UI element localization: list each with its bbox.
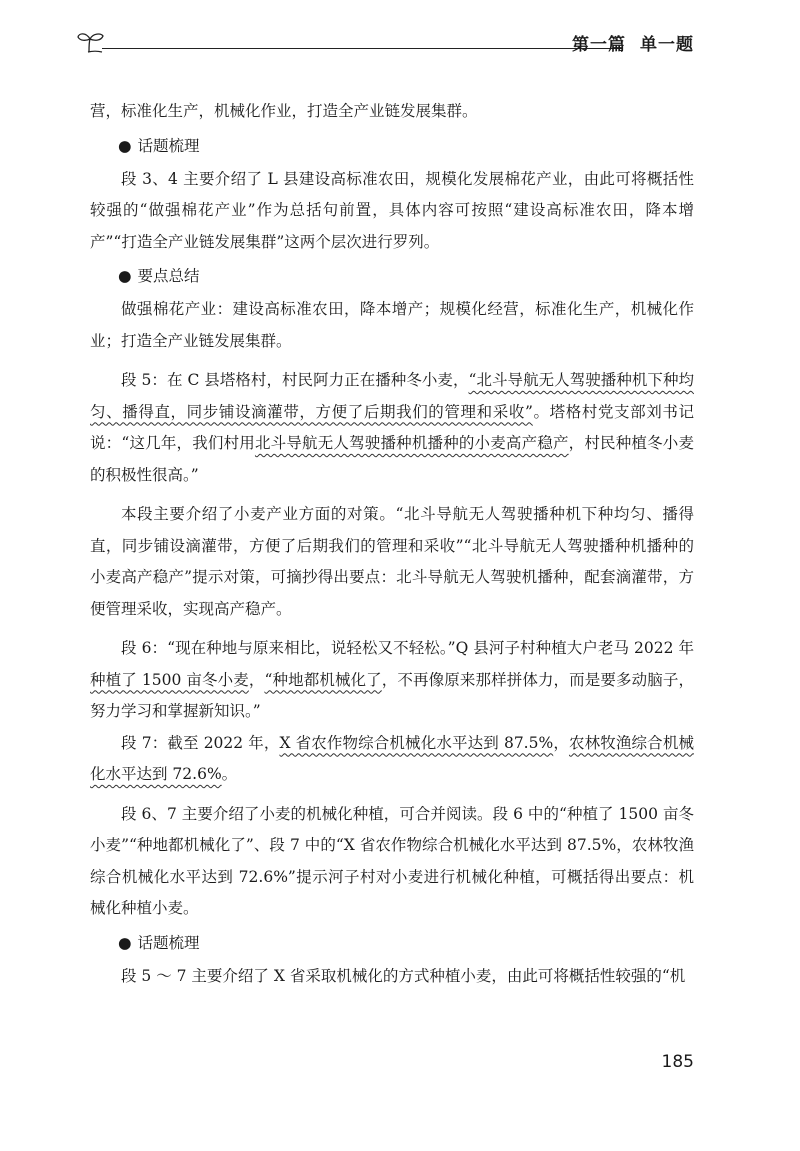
subheading-topic-1	[118, 131, 694, 162]
paragraph-topic-1: 段 3、4 主要介绍了 L 县建设高标准农田，规模化发展棉花产业，由此可将概括性较强的“做强棉花产业”作为总括句前置，具体内容可按照“建设高标准农田，降本增产”“打造全产业链发展集群”这两个层次进行罗列。	[90, 169, 694, 251]
text-run: ，不再像原来那样拼体力，而是要多动脑子，努力学习和掌握新知识。”	[90, 670, 694, 720]
header-rule	[102, 48, 622, 49]
wavy-underlined-text: “种地都机械化了	[264, 670, 382, 689]
text-run: ，	[248, 670, 265, 689]
wavy-underlined-text: “北斗导航无人驾驶播种机下种均匀、播得直，同步铺设滴灌带，方便了后期我们的管理和采收”	[90, 371, 694, 421]
text-run: 段 6：“现在种地与原来相比，说轻松又不轻松。”Q 县河子村种植大户老马 2022 年	[121, 639, 694, 657]
wavy-underlined-text: 种植了 1500 亩冬小麦	[90, 670, 249, 689]
header-chapter: 第一篇	[572, 35, 626, 55]
paragraph-analysis-6-7: 段 6、7 主要介绍了小麦的机械化种植，可合并阅读。段 6 中的“种植了 1500 亩冬小麦”“种地都机械化了”、段 7 中的“X 省农作物综合机械化水平达到 87.5%，农林牧渔综合机械化水平达到 72.6%”提示河子村对小麦进行机械化种植，可概括得出要点：机械化种植小麦。	[90, 804, 694, 917]
bullet-dot-icon: ●	[118, 933, 132, 952]
subheading-label: 话题梳理	[137, 136, 200, 155]
header-section: 单一题	[640, 35, 694, 55]
main-content	[90, 96, 694, 992]
paragraph-summary: 做强棉花产业：建设高标准农田，降本增产；规模化经营，标准化生产，机械化作业；打造全产业链发展集群。	[90, 300, 694, 350]
running-header	[76, 26, 694, 58]
bullet-dot-icon: ●	[118, 136, 132, 155]
paragraph-quote-5	[90, 365, 694, 491]
subheading-label: 要点总结	[137, 267, 200, 285]
text-run: 。	[221, 765, 238, 783]
subheading-topic-2	[118, 928, 694, 959]
paragraph-continued: 营，标准化生产，机械化作业，打造全产业链发展集群。	[90, 102, 478, 120]
wavy-underlined-text: 农林牧渔综合机械化水平达到 72.6%	[90, 733, 694, 783]
subheading-label: 话题梳理	[137, 933, 200, 952]
text-run: 段 7：截至 2022 年，	[121, 733, 280, 752]
wavy-underlined-text: 北斗导航无人驾驶播种机播种的小麦高产稳产	[254, 434, 569, 452]
wavy-underlined-text: X 省农作物综合机械化水平达到 87.5%	[279, 733, 554, 752]
subheading-summary	[118, 261, 694, 292]
text-run: 。塔格村党支部刘书记说：“这几年，我们村用	[90, 402, 694, 452]
header-title	[572, 30, 694, 55]
sprout-icon	[76, 30, 108, 54]
paragraph-quote-7	[90, 728, 694, 791]
bullet-dot-icon: ●	[118, 267, 132, 285]
text-run: ，村民种植冬小麦的积极性很高。”	[90, 434, 694, 484]
text-run: 段 5：在 C 县塔格村，村民阿力正在播种冬小麦，	[121, 371, 469, 389]
text-run: ，	[553, 733, 569, 752]
paragraph-quote-6	[90, 633, 694, 728]
page-number: 185	[661, 1052, 694, 1072]
paragraph-analysis-5: 本段主要介绍了小麦产业方面的对策。“北斗导航无人驾驶播种机下种均匀、播得直，同步铺设滴灌带，方便了后期我们的管理和采收”“北斗导航无人驾驶播种机播种的小麦高产稳产”提示对策，可摘抄得出要点：北斗导航无人驾驶机播种，配套滴灌带，方便管理采收，实现高产稳产。	[90, 505, 694, 618]
paragraph-topic-2: 段 5 ～ 7 主要介绍了 X 省采取机械化的方式种植小麦，由此可将概括性较强的“机	[121, 966, 686, 985]
